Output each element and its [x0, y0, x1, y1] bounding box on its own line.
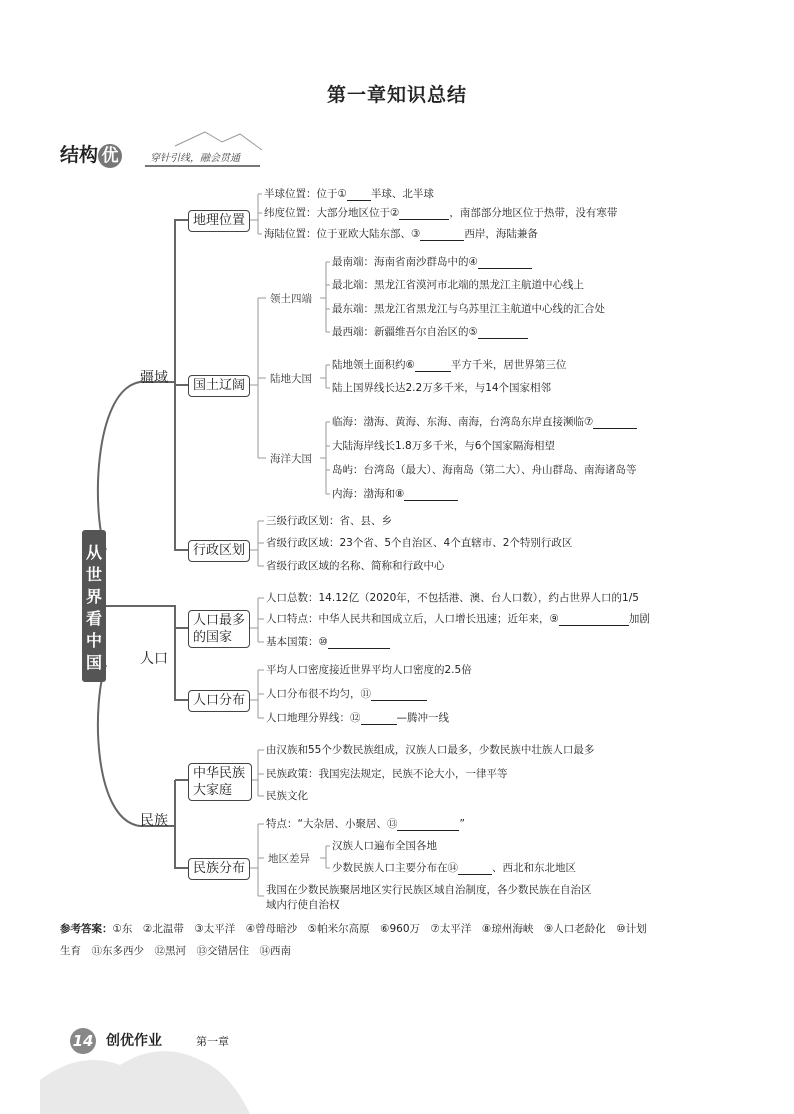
leaf-wenhua: 民族文化 — [266, 790, 308, 802]
page-title: 第一章知识总结 — [326, 84, 467, 106]
answer-label: 参考答案： — [60, 923, 113, 935]
leaf-zuibei: 最北端：黑龙江省漠河市北端的黑龙江主航道中心线上 — [332, 279, 584, 291]
footer-page-number: 14 — [70, 1028, 96, 1054]
answer-line2: 生育 ⑪东多西少 ⑫黑河 ⑬交错居住 ⑭西南 — [60, 945, 291, 957]
node-dili-weizhi: 地理位置 — [188, 210, 250, 232]
leaf-sanji: 三级行政区划：省、县、乡 — [266, 515, 392, 527]
leaf-tedian: 特点：“大杂居、小聚居、⑬ ” — [266, 818, 465, 830]
node-ludi-daguo: 陆地大国 — [270, 373, 312, 385]
leaf-zucheng: 由汉族和55个少数民族组成，汉族人口最多，少数民族中壮族人口最多 — [266, 744, 595, 756]
leaf-shengji: 省级行政区域：23个省、5个自治区、4个直辖市、2个特别行政区 — [266, 537, 573, 549]
footer-chapter: 第一章 — [196, 1035, 229, 1048]
section-jiangyu: 疆域 — [140, 370, 168, 386]
footer-book-title: 创优作业 — [106, 1033, 162, 1049]
node-diqu-chayi: 地区差异 — [268, 853, 310, 865]
leaf-zizhi: 我国在少数民族聚居地区实行民族区域自治制度，各少数民族在自治区 域内行使自治权 — [266, 884, 592, 911]
leaf-jiben-guoce: 基本国策：⑩ — [266, 635, 390, 649]
leaf-zuixi: 最西端：新疆维吾尔自治区的⑤ — [332, 325, 528, 339]
leaf-shaoshu: 少数民族人口主要分布在⑭ 、西北和东北地区 — [332, 862, 576, 874]
leaf-linhai: 临海：渤海、黄海、东海、南海，台湾岛东岸直接濒临⑦ — [332, 415, 637, 429]
leaf-fenjiexian: 人口地理分界线：⑫ —腾冲一线 — [266, 712, 449, 724]
leaf-mingcheng: 省级行政区域的名称、简称和行政中心 — [266, 560, 445, 572]
leaf-hanzu: 汉族人口遍布全国各地 — [332, 840, 437, 852]
leaf-renkou-tedian: 人口特点：中华人民共和国成立后，人口增长迅速；近年来，⑨ 加剧 — [266, 613, 650, 625]
node-guotu-liaokuo: 国土辽阔 — [188, 375, 250, 397]
node-renkou-fenbu: 人口分布 — [188, 690, 250, 712]
answer-line1: ①东 ②北温带 ③太平洋 ④曾母暗沙 ⑤帕米尔高原 ⑥960万 ⑦太平洋 ⑧琼州海峡 ⑨人口老龄化 ⑩计划 — [112, 923, 647, 935]
node-haiyang-daguo: 海洋大国 — [270, 453, 312, 465]
node-zhonghua-minzu: 中华民族大家庭 — [188, 763, 252, 801]
leaf-neihai: 内海：渤海和⑧ — [332, 487, 458, 501]
leaf-hailu: 海陆位置：位于亚欧大陆东部、③ 西岸，海陆兼备 — [264, 228, 538, 240]
leaf-midu: 平均人口密度接近世界平均人口密度的2.5倍 — [266, 664, 472, 676]
leaf-zhengce: 民族政策：我国宪法规定，民族不论大小，一律平等 — [266, 768, 508, 780]
leaf-ludi-mianji: 陆地领土面积约⑥ 平方千米，居世界第三位 — [332, 359, 567, 371]
leaf-guojiexian: 陆上国界线长达2.2万多千米，与14个国家相邻 — [332, 382, 552, 394]
node-renkou-zuiduo: 人口最多的国家 — [188, 610, 250, 648]
brand-left: 结构 — [60, 144, 99, 166]
leaf-weidu: 纬度位置：大部分地区位于② ，南部部分地区位于热带，没有寒带 — [264, 207, 618, 219]
root-node: 从世界看中国 — [82, 530, 106, 682]
leaf-banqiu: 半球位置：位于① 半球、北半球 — [264, 188, 434, 200]
node-lingtu-siduan: 领土四端 — [270, 293, 312, 305]
leaf-haianxian: 大陆海岸线长1.8万多千米，与6个国家隔海相望 — [332, 440, 555, 452]
node-xingzheng-quhua: 行政区划 — [188, 540, 250, 562]
leaf-bujunyun: 人口分布很不均匀，⑪ — [266, 687, 427, 701]
leaf-renkou-zongshu: 人口总数：14.12亿（2020年，不包括港、澳、台人口数），约占世界人口的1/5 — [266, 592, 639, 604]
leaf-daoyu: 岛屿：台湾岛（最大）、海南岛（第二大）、舟山群岛、南海诸岛等 — [332, 464, 637, 476]
leaf-zuinan: 最南端：海南省南沙群岛中的④ — [332, 255, 532, 269]
brand-tagline: 穿针引线，融会贯通 — [150, 153, 240, 164]
section-minzu: 民族 — [140, 813, 168, 829]
section-renkou: 人口 — [140, 651, 168, 667]
leaf-zuidong: 最东端：黑龙江省黑龙江与乌苏里江主航道中心线的汇合处 — [332, 303, 605, 315]
brand-circle: 优 — [98, 144, 122, 168]
node-minzu-fenbu: 民族分布 — [188, 858, 250, 880]
